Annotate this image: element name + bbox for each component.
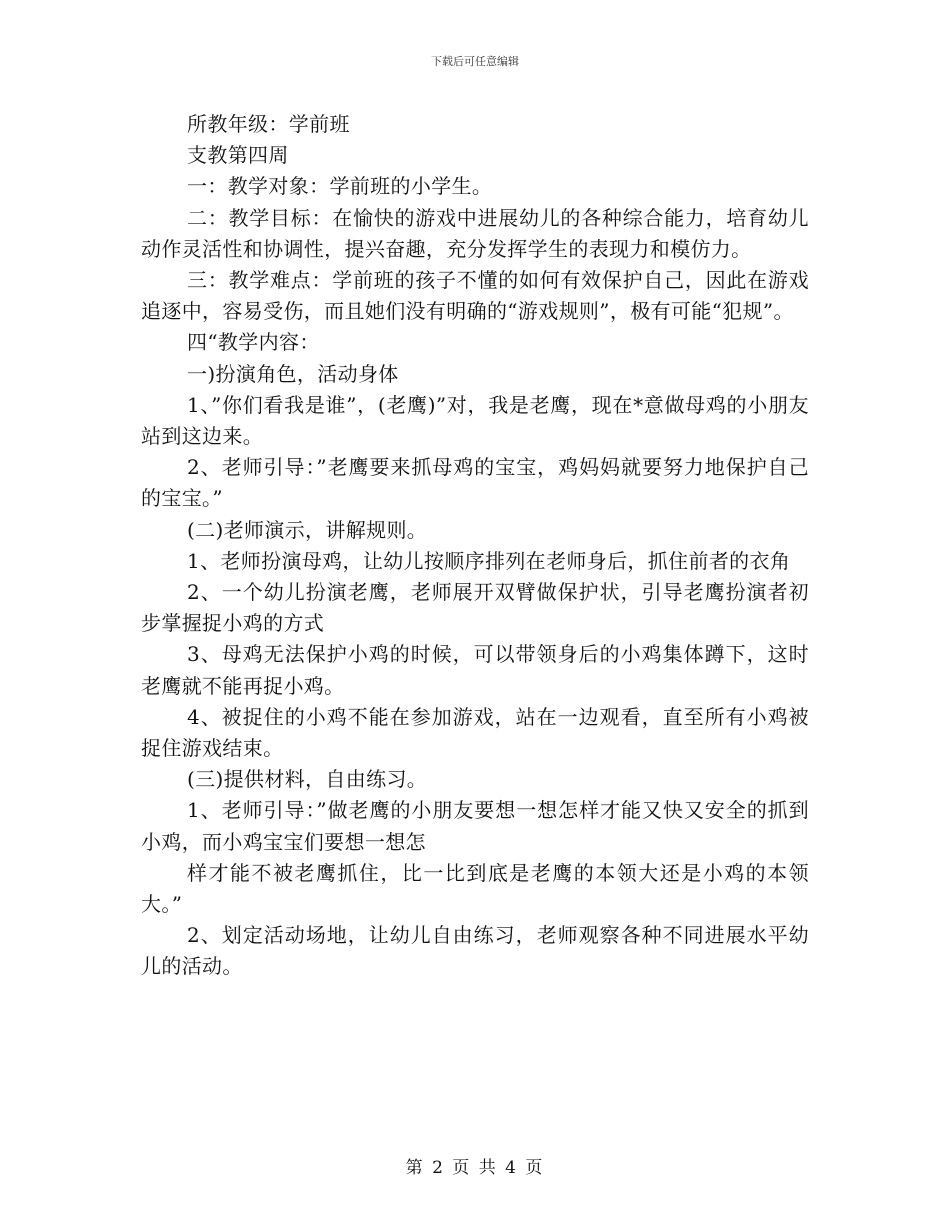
paragraph-item: 1、”你们看我是谁”，(老鹰)”对，我是老鹰，现在*意做母鸡的小朋友站到这边来。: [141, 392, 809, 449]
paragraph-teaching-difficulty: 三：教学难点：学前班的孩子不懂的如何有效保护自己，因此在游戏追逐中，容易受伤，而且她们没有明确的“游戏规则”，极有可能“犯规”。: [141, 268, 809, 324]
page-header-note: 下载后可任意编辑: [431, 55, 519, 68]
page-number-footer: 第 2 页 共 4 页: [405, 1158, 545, 1178]
paragraph-item-continued: 样才能不被老鹰抓住，比一比到底是老鹰的本领大还是小鸡的本领大。”: [141, 860, 809, 917]
paragraph-content-heading: 四“教学内容：: [187, 330, 320, 355]
paragraph-grade: 所教年级：学前班: [187, 112, 350, 136]
paragraph-section-3: (三)提供材料，自由练习。: [187, 767, 428, 792]
paragraph-item: 1、老师扮演母鸡，让幼儿按顺序排列在老师身后，抓住前者的衣角: [187, 548, 791, 573]
paragraph-item: 3、母鸡无法保护小鸡的时候，可以带领身后的小鸡集体蹲下，这时老鹰就不能再捉小鸡。: [141, 642, 809, 698]
paragraph-item: 4、被捉住的小鸡不能在参加游戏，站在一边观看，直至所有小鸡被捉住游戏结束。: [141, 704, 809, 761]
document-body: [141, 109, 809, 983]
paragraph-item: 2、老师引导：”老鹰要来抓母鸡的宝宝，鸡妈妈就要努力地保护自己的宝宝。”: [141, 455, 809, 511]
paragraph-item: 2、划定活动场地，让幼儿自由练习，老师观察各种不同进展水平幼儿的活动。: [141, 923, 809, 979]
paragraph-teaching-goal: 二：教学目标：在愉快的游戏中进展幼儿的各种综合能力，培育幼儿动作灵活性和协调性，提兴奋趣，充分发挥学生的表现力和模仿力。: [141, 205, 809, 261]
paragraph-section-2: (二)老师演示，讲解规则。: [187, 517, 428, 542]
paragraph-section-1: 一)扮演角色，活动身体: [187, 361, 399, 386]
paragraph-teaching-target: 一：教学对象：学前班的小学生。: [187, 174, 493, 199]
paragraph-item: 1、老师引导：”做老鹰的小朋友要想一想怎样才能又快又安全的抓到小鸡，而小鸡宝宝们要想一想怎: [141, 798, 809, 854]
paragraph-week: 支教第四周: [187, 143, 289, 168]
paragraph-item: 2、一个幼儿扮演老鹰，老师展开双臂做保护状，引导老鹰扮演者初步掌握捉小鸡的方式: [141, 580, 809, 636]
